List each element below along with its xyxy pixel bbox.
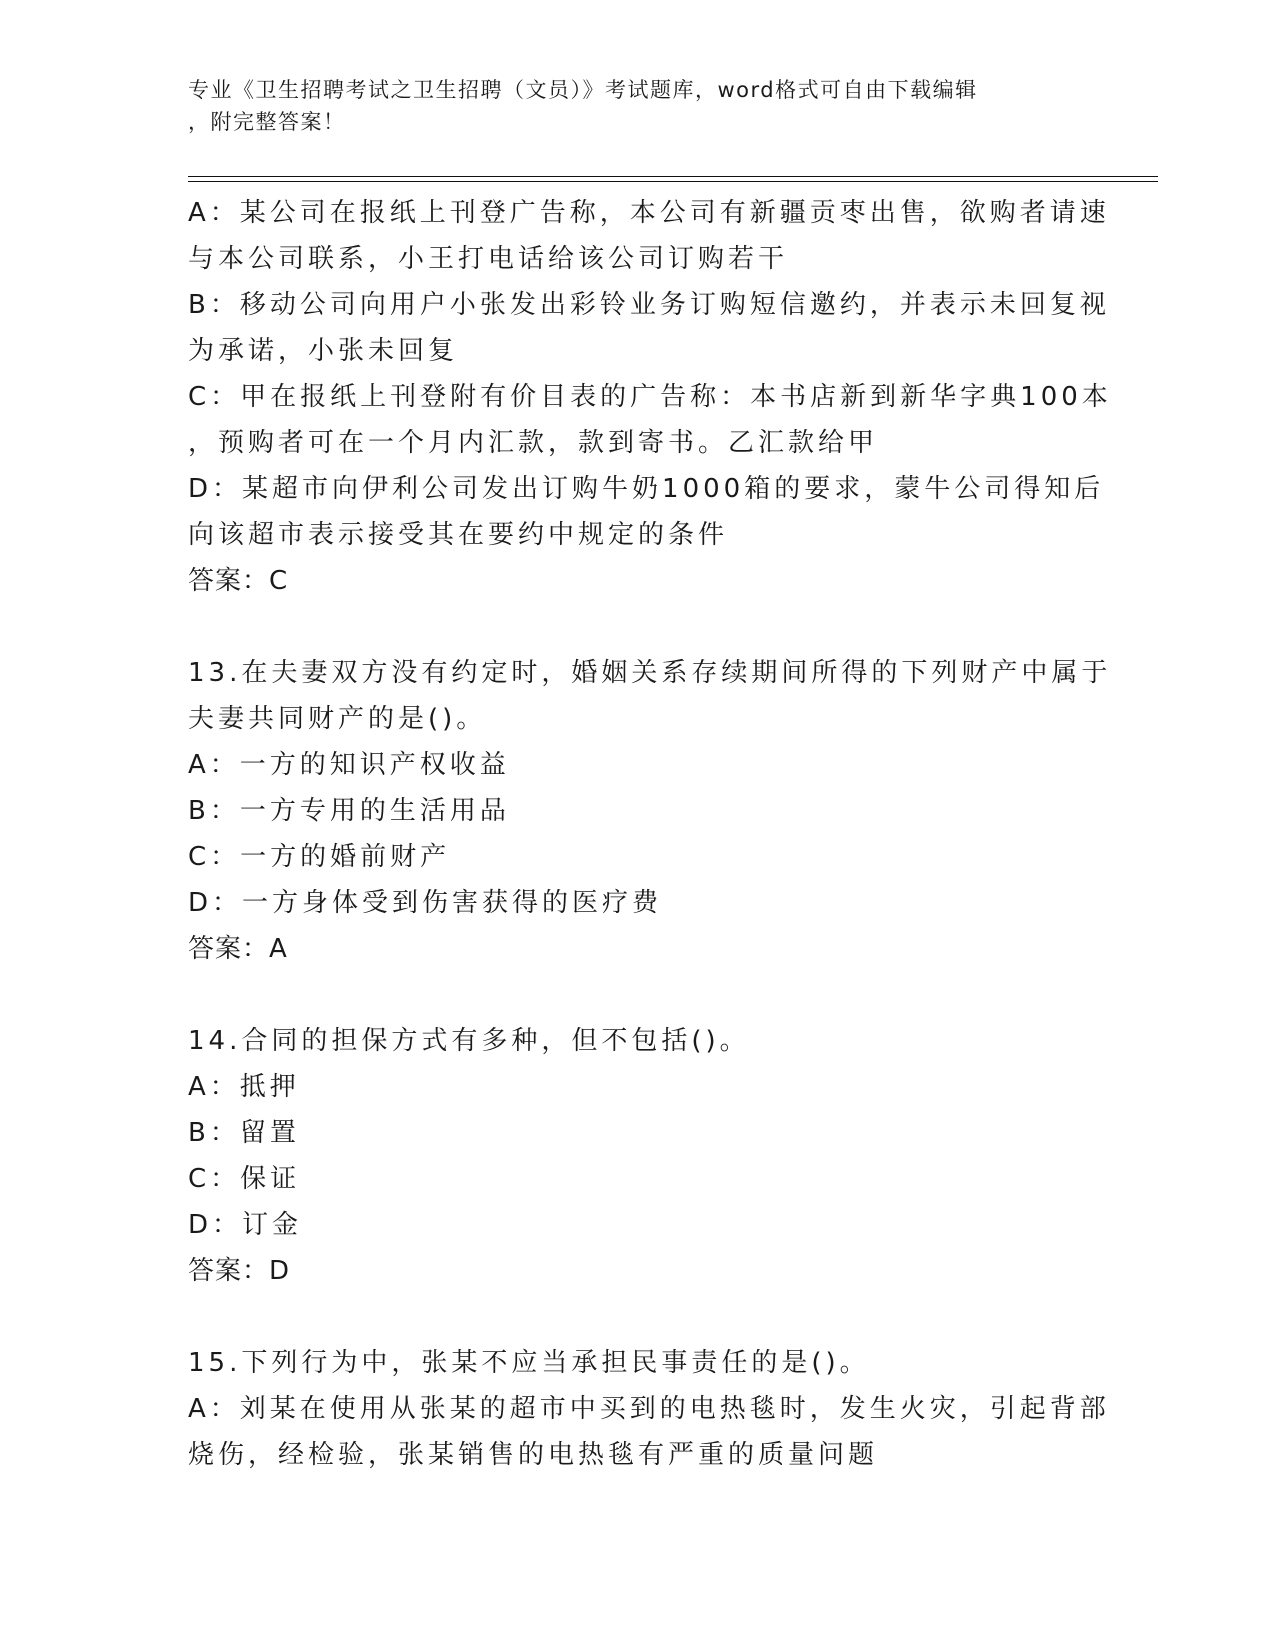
option-a: A：一方的知识产权收益 [188,750,510,780]
question-15-stem: 15.下列行为中，张某不应当承担民事责任的是()。 [188,1348,870,1378]
option-c: C：保证 [188,1164,301,1194]
document-header [188,74,1068,138]
spacer [188,604,1088,650]
option-b-line-2: 为承诺，小张未回复 [188,336,459,366]
answer-13: 答案：A [188,934,288,964]
header-divider-top [188,176,1158,177]
option-a-line-2: 与本公司联系，小王打电话给该公司订购若干 [188,244,789,274]
option-c-line-2: ，预购者可在一个月内汇款，款到寄书。乙汇款给甲 [188,428,879,458]
answer-12: 答案：C [188,566,289,596]
question-content [188,190,1112,1478]
question-14 [188,1018,1088,1294]
option-d: D：一方身体受到伤害获得的医疗费 [188,888,663,918]
header-line-2: ，附完整答案！ [188,110,346,134]
option-b: B：一方专用的生活用品 [188,796,510,826]
spacer [188,972,1088,1018]
option-b: B：留置 [188,1118,300,1148]
option-c-line-1: C：甲在报纸上刊登附有价目表的广告称：本书店新到新华字典100本 [188,382,1112,412]
option-b-line-1: B：移动公司向用户小张发出彩铃业务订购短信邀约，并表示未回复视 [188,290,1110,320]
option-d-line-1: D：某超市向伊利公司发出订购牛奶1000箱的要求，蒙牛公司得知后 [188,474,1105,504]
header-line-1: 专业《卫生招聘考试之卫生招聘（文员）》考试题库，word格式可自由下载编辑 [188,78,978,102]
question-13-stem-line-2: 夫妻共同财产的是()。 [188,704,487,734]
question-15 [188,1340,1110,1478]
question-12-options [188,190,1112,604]
header-divider-bottom [188,181,1158,182]
option-d-line-2: 向该超市表示接受其在要约中规定的条件 [188,520,729,550]
spacer [188,1294,1088,1340]
option-a: A：抵押 [188,1072,300,1102]
option-a-line-1: A：刘某在使用从张某的超市中买到的电热毯时，发生火灾，引起背部 [188,1394,1110,1424]
question-13 [188,650,1112,972]
option-c: C：一方的婚前财产 [188,842,451,872]
question-13-stem-line-1: 13.在夫妻双方没有约定时，婚姻关系存续期间所得的下列财产中属于 [188,658,1112,688]
option-d: D：订金 [188,1210,303,1240]
answer-14: 答案：D [188,1256,291,1286]
question-14-stem: 14.合同的担保方式有多种，但不包括()。 [188,1026,750,1056]
option-a-line-2: 烧伤，经检验，张某销售的电热毯有严重的质量问题 [188,1440,879,1470]
option-a-line-1: A：某公司在报纸上刊登广告称，本公司有新疆贡枣出售，欲购者请速 [188,198,1110,228]
